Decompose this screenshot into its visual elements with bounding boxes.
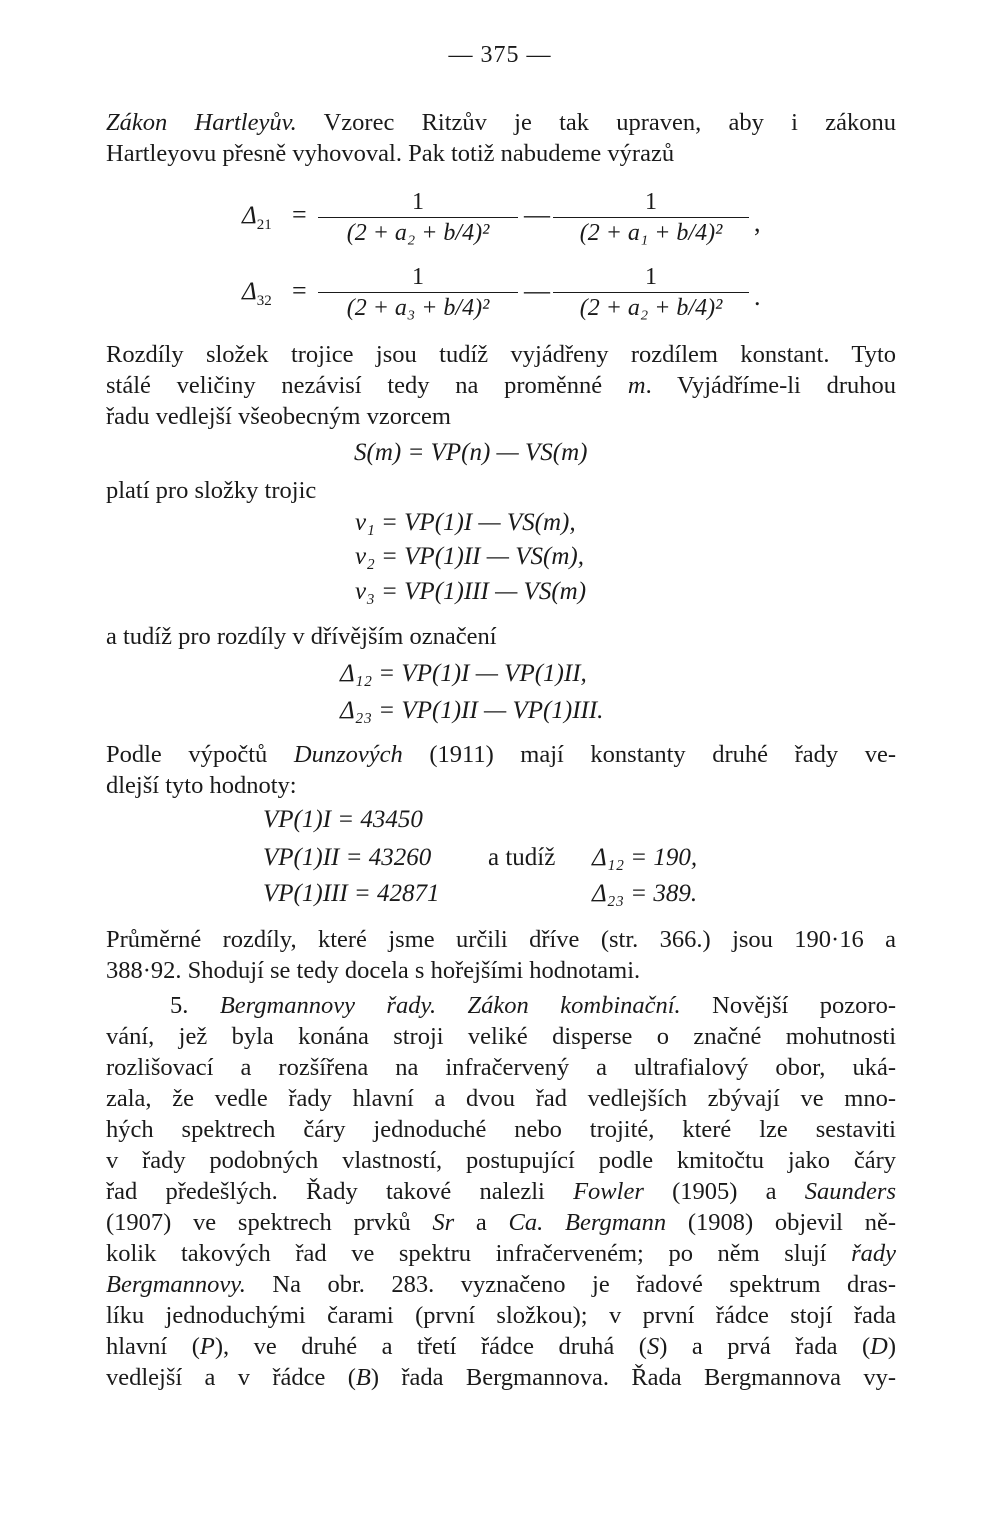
eq2-minus: — xyxy=(524,276,550,305)
eq-nu3: ν₃ = VP(1)III — VS(m) xyxy=(355,578,587,605)
para5-line4: zala, že vedle řady hlavní a dvou řad vedlejších zbývají ve mno- xyxy=(106,1085,896,1112)
value-delta23: Δ₂₃ = 389. xyxy=(592,880,698,907)
eq2-equals: = xyxy=(292,276,307,305)
eq-s-m: S(m) = VP(n) — VS(m) xyxy=(354,439,588,466)
eq-delta23: Δ₂₃ = VP(1)II — VP(1)III. xyxy=(340,697,604,724)
para2-line2: stálé veličiny nezávisí tedy na proměnné m. Vyjádříme-li druhou xyxy=(106,372,897,399)
page-number: — 375 — xyxy=(448,42,552,68)
para5-line5: hých spektrech čáry jednoduché nebo trojité, které lze sestaviti xyxy=(106,1116,896,1143)
eq1-lhs: $\Delta_{21}$ xyxy=(242,202,272,233)
eq1-equals: = xyxy=(292,200,307,229)
para5-line2: vání, jež byla konána stroji veliké disperse o značné mohutnosti xyxy=(106,1023,896,1050)
eq1-fraction-1: $\frac{1}{\text{(2 + a₂ + b/4)²}}$ xyxy=(318,187,518,248)
eq-delta12: Δ₁₂ = VP(1)I — VP(1)II, xyxy=(340,660,587,687)
eq1-fraction-2: $\frac{1}{\text{(2 + a₁ + b/4)²}}$ xyxy=(553,187,749,248)
section-title-hartley: Zákon Hartleyův. xyxy=(106,109,297,136)
text-tudiz: a tudíž pro rozdíly v dřívějším označení xyxy=(106,623,497,650)
eq1-end: , xyxy=(754,208,761,237)
para2-line3: řadu vedlejší všeobecným vzorcem xyxy=(106,403,451,430)
eq2-end: . xyxy=(754,282,761,311)
eq2-lhs: $\Delta_{32}$ xyxy=(242,278,272,309)
value-vp1-II: VP(1)II = 43260 xyxy=(263,844,432,871)
para5-line12: hlavní (P), ve druhé a třetí řádce druhá (S) a prvá řada (D) xyxy=(106,1333,896,1360)
para4-line2: 388·92. Shodují se tedy docela s hořejšími hodnotami. xyxy=(106,957,641,984)
para5-line7: řad předešlých. Řady takové nalezli Fowler (1905) a Saunders xyxy=(106,1178,896,1205)
value-tudiz: a tudíž xyxy=(488,844,556,871)
para3-line1: Podle výpočtů Dunzových (1911) mají konstanty druhé řady ve- xyxy=(106,741,896,768)
para4-line1: Průměrné rozdíly, které jsme určili dříve (str. 366.) jsou 190·16 a xyxy=(106,926,896,953)
eq2-fraction-2: $\frac{1}{\text{(2 + a₂ + b/4)²}}$ xyxy=(553,262,749,323)
para5-line9: kolik takových řad ve spektru infračerveném; po něm slují řady xyxy=(106,1240,896,1267)
para5-line6: v řady podobných vlastností, postupující podle kmitočtu jako čáry xyxy=(106,1147,896,1174)
eq-nu1: ν₁ = VP(1)I — VS(m), xyxy=(355,509,576,536)
para5-line11: líku jednoduchými čarami (první složkou); v první řádce stojí řada xyxy=(106,1302,896,1329)
para5-line13: vedlejší a v řádce (B) řada Bergmannova. Řada Bergmannova vy- xyxy=(106,1364,896,1391)
text-plati: platí pro složky trojic xyxy=(106,477,317,504)
para1-line1: Zákon Hartleyův. Vzorec Ritzův je tak upraven, aby i zákonu xyxy=(106,109,896,136)
para5-line1: 5. Bergmannovy řady. Zákon kombinační. Novější pozoro- xyxy=(170,992,896,1019)
eq2-fraction-1: $\frac{1}{\text{(2 + a₃ + b/4)²}}$ xyxy=(318,262,518,323)
para5-line8: (1907) ve spektrech prvků Sr a Ca. Bergmann (1908) objevil ně- xyxy=(106,1209,896,1236)
value-delta12: Δ₁₂ = 190, xyxy=(592,844,698,871)
para5-line3: rozlišovací a rozšířena na infračervený a ultrafialový obor, uká- xyxy=(106,1054,896,1081)
eq-nu2: ν₂ = VP(1)II — VS(m), xyxy=(355,543,584,570)
para5-line10: Bergmannovy. Na obr. 283. vyznačeno je řadové spektrum dras- xyxy=(106,1271,896,1298)
para3-line2: dlejší tyto hodnoty: xyxy=(106,772,297,799)
section-title-bergmann: Bergmannovy řady. Zákon kombinační. xyxy=(219,992,681,1019)
value-vp1-I: VP(1)I = 43450 xyxy=(263,806,423,833)
para2-line1: Rozdíly složek trojice jsou tudíž vyjádřeny rozdílem konstant. Tyto xyxy=(106,341,896,368)
eq1-minus: — xyxy=(524,200,550,229)
para1-line2: Hartleyovu přesně vyhovoval. Pak totiž nabudeme výrazů xyxy=(106,140,675,167)
value-vp1-III: VP(1)III = 42871 xyxy=(263,880,440,907)
